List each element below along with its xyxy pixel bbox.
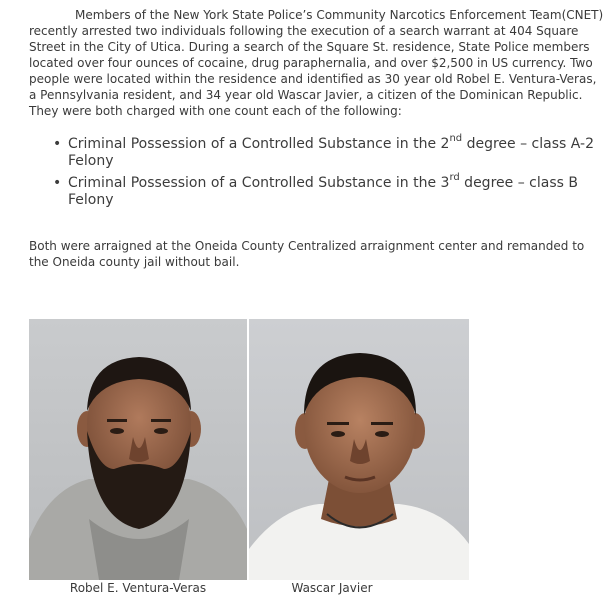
photo-caption-ventura-veras: Robel E. Ventura-Veras [69, 581, 207, 595]
charge-class: degree – class B Felony [68, 175, 578, 208]
lead-paragraph: Members of the New York State Police’s Community Narcotics Enforcement Team(CNET) recently arrested two individuals following the execution of a search warrant at 404 Square Street in the City of Utica. During a search of the Square St. residence, State Police members located over four ounces of cocaine, drug paraphernalia, and over $2,500 in US currency. Two people were located within the residence and identified as 30 year old Robel E. Ventura-Veras, a Pennsylvania resident, and 34 year old Wascar Javier, a citizen of the Dominican Republic. They were both charged with one count each of the following: [29, 8, 604, 118]
charge-item [53, 172, 601, 209]
charge-class: degree – class A-2 Felony [68, 136, 594, 169]
bullet-icon: • [53, 136, 62, 152]
mugshot-photo-ventura-veras [29, 319, 247, 580]
mugshot-photo-icon [29, 319, 247, 580]
bullet-icon: • [53, 175, 62, 191]
degree-suffix: rd [449, 172, 460, 184]
outcome-paragraph: Both were arraigned at the Oneida County Centralized arraignment center and remanded to the Oneida county jail without bail. [29, 239, 585, 269]
degree-suffix: nd [449, 133, 463, 145]
mugshot-photo-icon [249, 319, 469, 580]
charge-text: Criminal Possession of a Controlled Substance in the 2 [68, 136, 450, 152]
charges-list [53, 133, 601, 214]
charge-item [53, 133, 601, 170]
charge-text: Criminal Possession of a Controlled Substance in the 3 [68, 175, 450, 191]
photo-caption-javier: Wascar Javier [291, 581, 373, 595]
mugshot-photo-javier [249, 319, 469, 580]
